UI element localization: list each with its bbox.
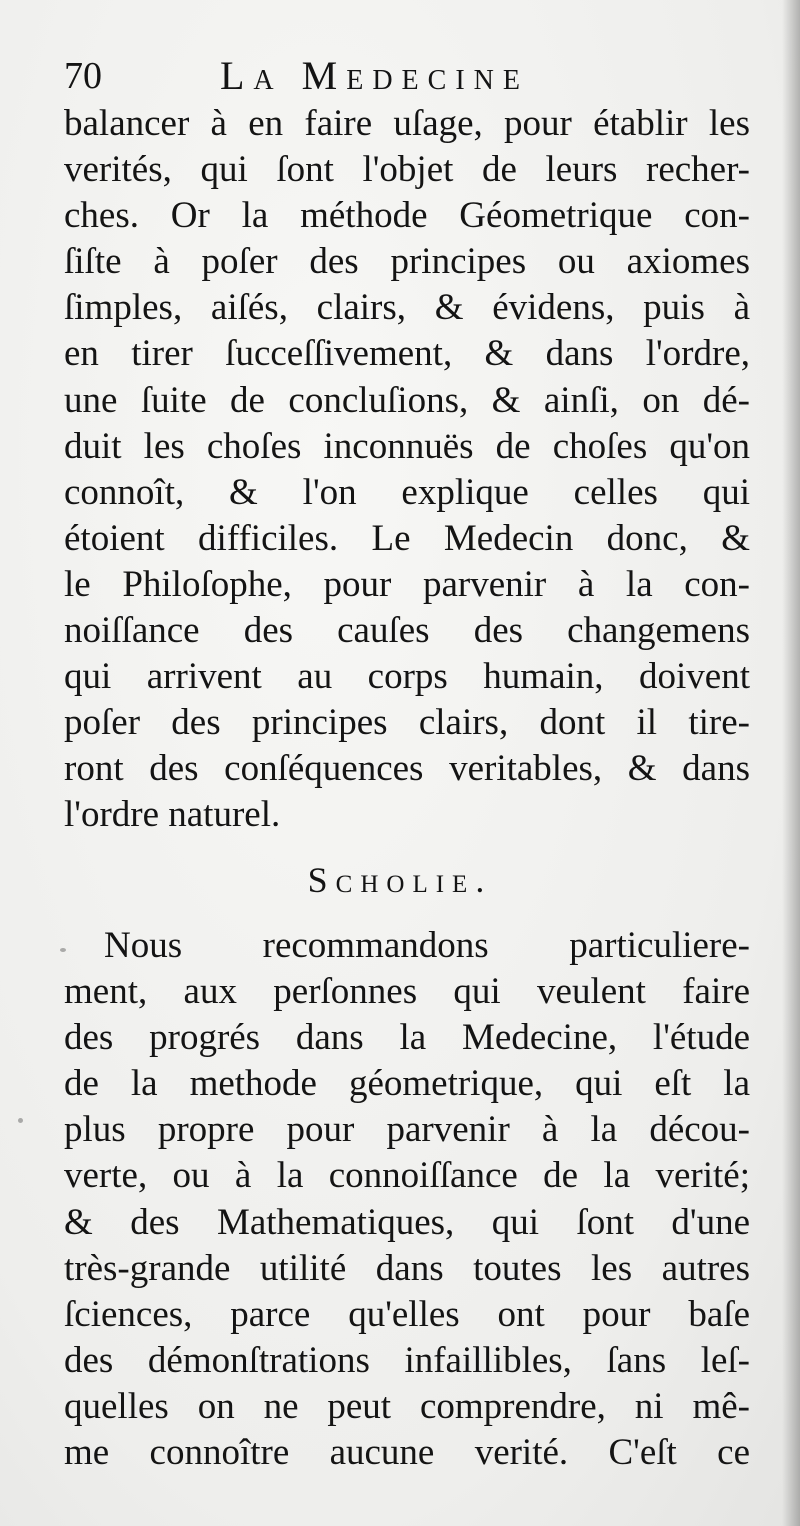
text-line: ment, aux perſonnes qui veulent faire: [64, 971, 750, 1013]
text-line: ches. Or la méthode Géometrique con-: [64, 195, 750, 237]
ink-spot: [18, 1118, 23, 1123]
text-line: ſciences, parce qu'elles ont pour baſe: [64, 1293, 750, 1335]
text-line: quelles on ne peut comprendre, ni mê-: [64, 1385, 750, 1427]
text-line: poſer des principes clairs, dont il tire-: [64, 702, 750, 744]
ink-spot: [60, 948, 66, 952]
text-line: l'ordre naturel.: [64, 794, 281, 836]
section-heading: Scholie.: [307, 860, 493, 900]
text-line: connoît, & l'on explique celles qui: [64, 471, 750, 513]
text-line: qui arrivent au corps humain, doivent: [64, 656, 750, 698]
text-line: ſiſte à poſer des principes ou axiomes: [64, 241, 750, 283]
text-line: une ſuite de concluſions, & ainſi, on dé-: [64, 379, 750, 421]
text-line: Nous recommandons particuliere-: [104, 925, 750, 966]
text-line: étoient difficiles. Le Medecin donc, &: [64, 517, 750, 559]
paragraph-2: [64, 923, 750, 1476]
running-head: La Medecine: [220, 53, 529, 98]
text-line: ront des conſéquences veritables, & dans: [64, 748, 750, 790]
text-line: des progrés dans la Medecine, l'étude: [64, 1017, 750, 1059]
text-line: & des Mathematiques, qui ſont d'une: [64, 1201, 750, 1243]
text-line: de la methode géometrique, qui eſt la: [64, 1063, 750, 1105]
text-line: balancer à en faire uſage, pour établir les: [64, 103, 750, 144]
text-line: noiſſance des cauſes des changemens: [64, 610, 750, 652]
text-line: ſimples, aiſés, clairs, & évidens, puis à: [64, 287, 750, 329]
text-line: des démonſtrations infaillibles, ſans leſ-: [64, 1339, 750, 1381]
text-line: me connoître aucune verité. C'eſt ce: [64, 1432, 750, 1474]
page-number: 70: [64, 55, 102, 97]
text-line: duit les choſes inconnuës de choſes qu'on: [64, 425, 750, 467]
text-line: le Philoſophe, pour parvenir à la con-: [64, 563, 750, 605]
text-line: verte, ou à la connoiſſance de la verité;: [64, 1155, 750, 1197]
page-header: [64, 52, 754, 100]
page-edge-shadow: [782, 0, 800, 1526]
text-line: très-grande utilité dans toutes les autres: [64, 1247, 750, 1289]
text-line: en tirer ſucceſſivement, & dans l'ordre,: [64, 333, 750, 375]
paragraph-1: [64, 101, 750, 839]
text-line: verités, qui ſont l'objet de leurs recher-: [64, 149, 750, 191]
text-line: plus propre pour parvenir à la décou-: [64, 1109, 750, 1151]
